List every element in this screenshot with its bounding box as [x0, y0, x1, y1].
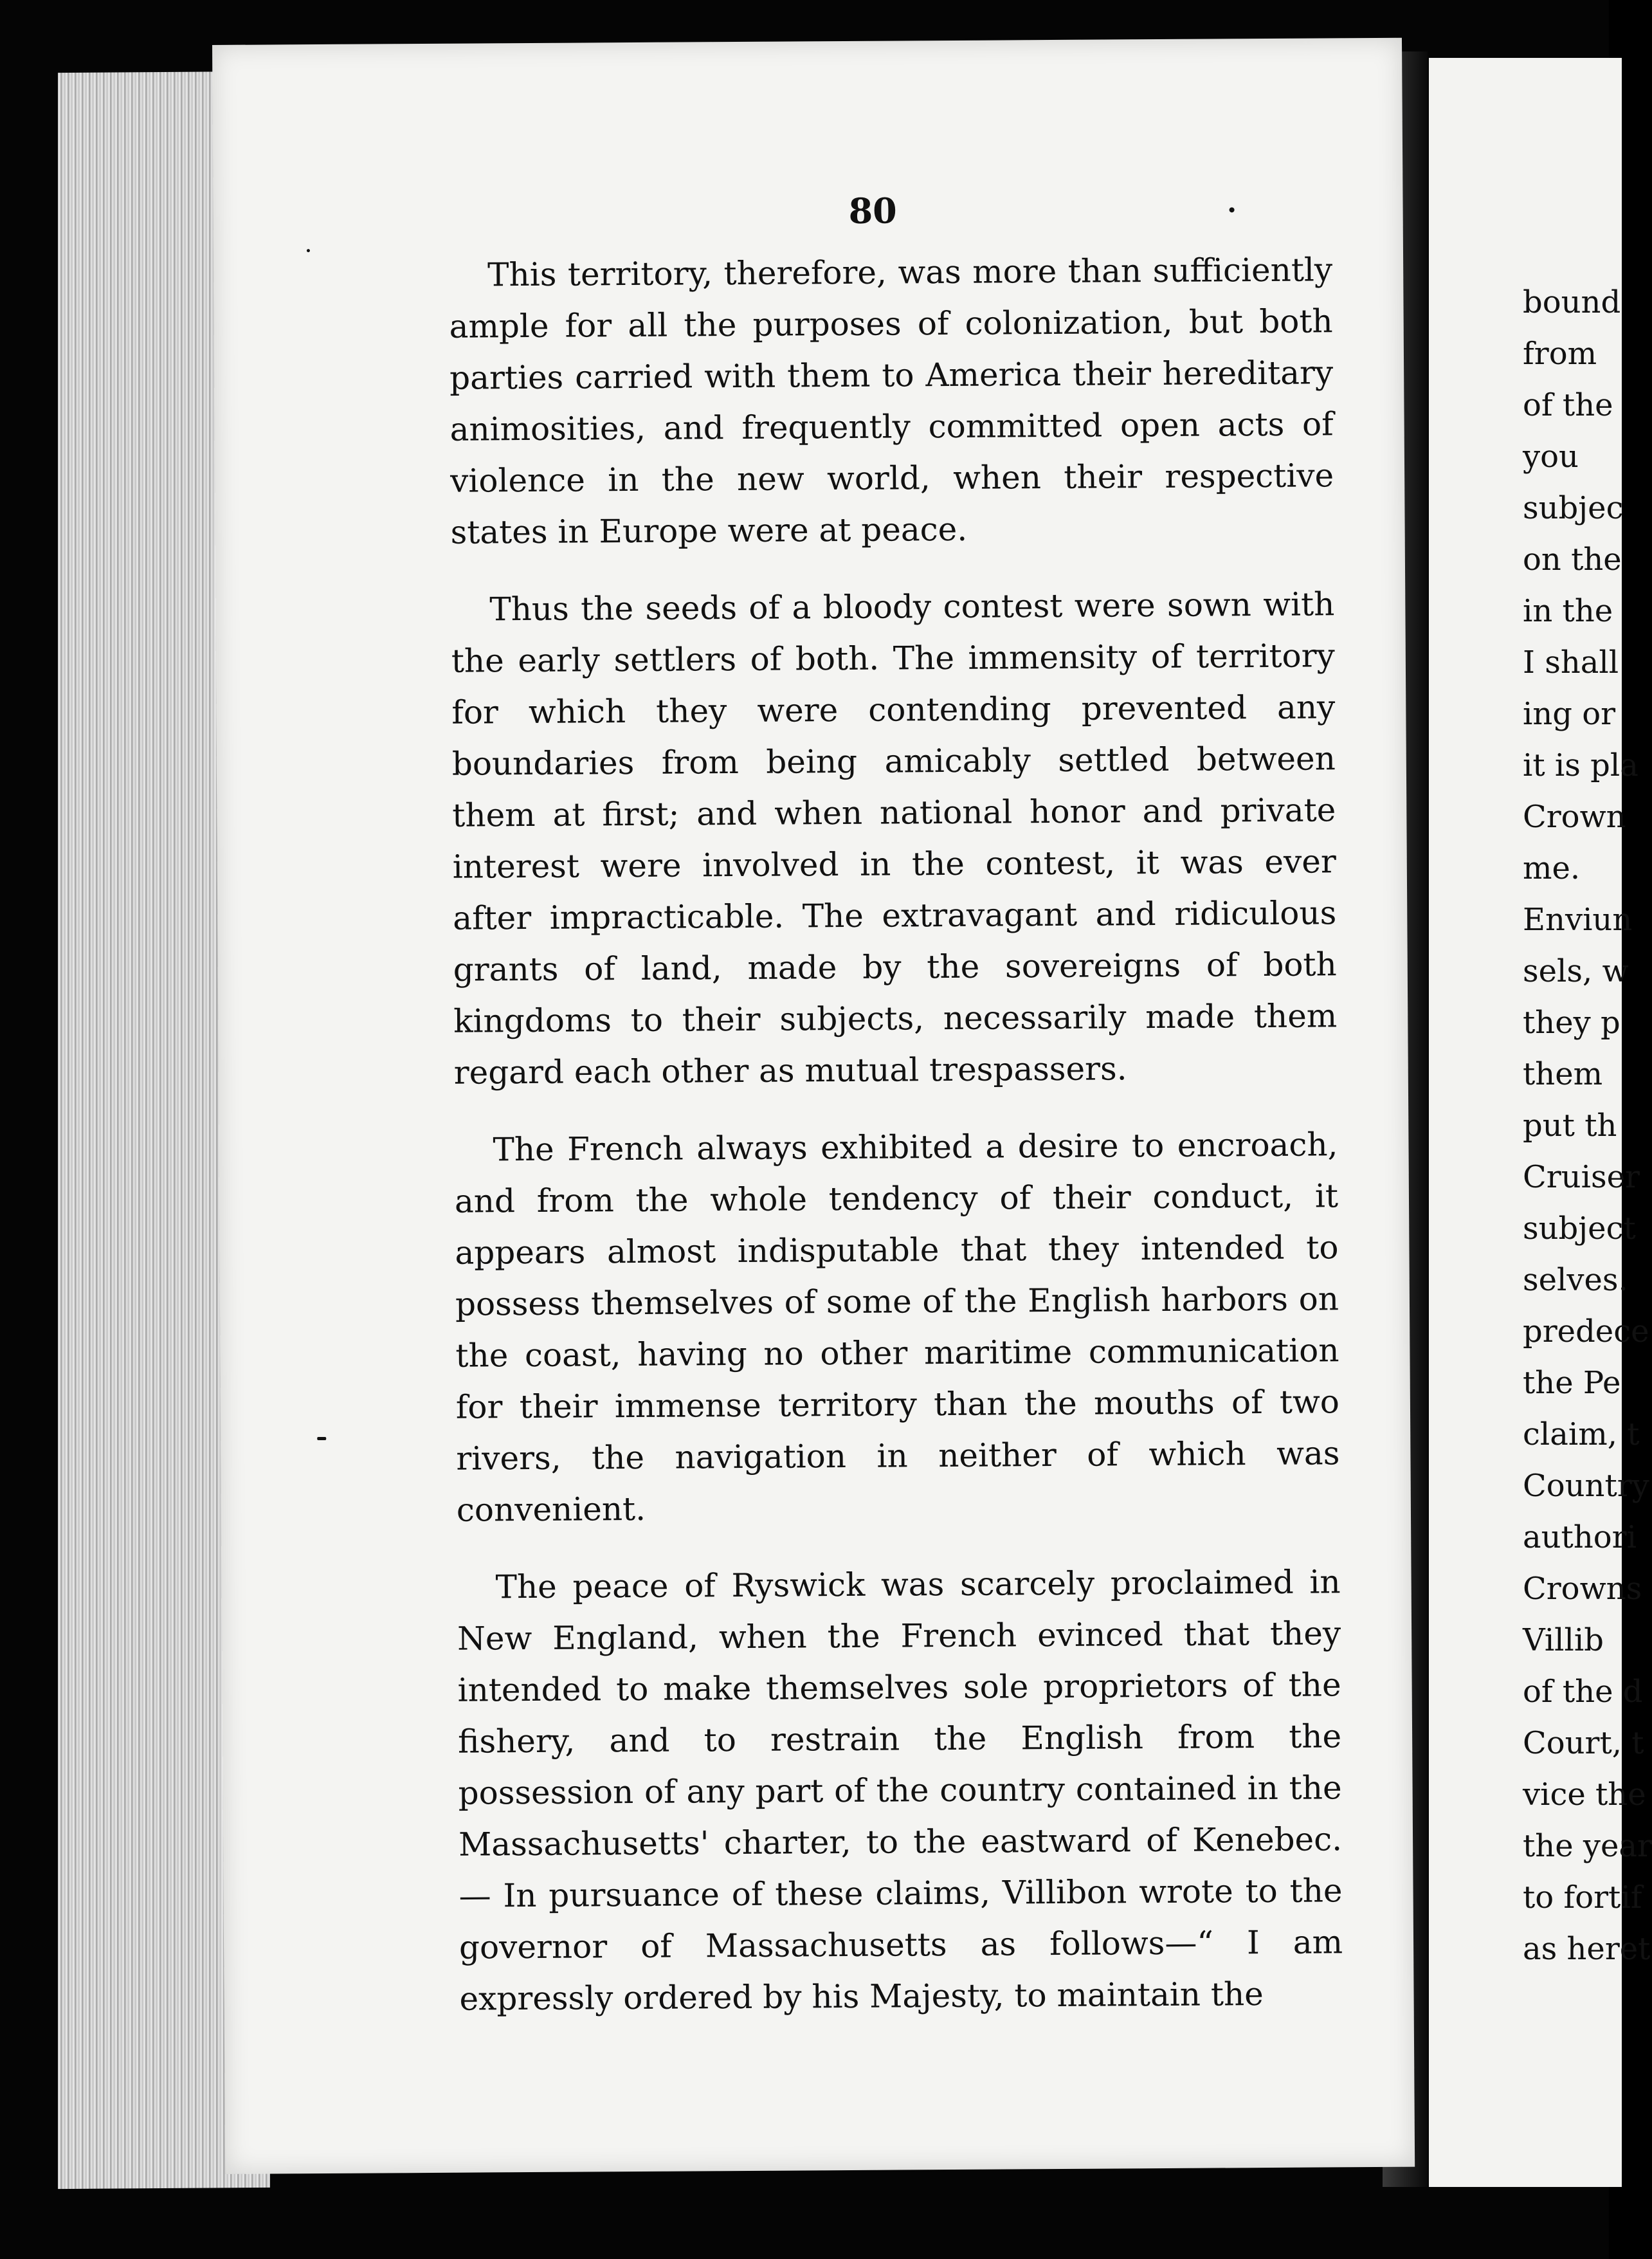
adjacent-page-line: from [1523, 336, 1597, 372]
adjacent-page-line: I shall [1523, 645, 1619, 681]
adjacent-page-line: vice the [1523, 1777, 1646, 1813]
adjacent-page-line: Crown [1523, 799, 1626, 835]
adjacent-page-line: me. [1523, 850, 1581, 886]
adjacent-page-line: to fortif [1523, 1879, 1642, 1916]
ink-speck [1230, 207, 1235, 212]
adjacent-page-text [1523, 277, 1652, 1975]
adjacent-page-line: the Pe [1523, 1365, 1621, 1401]
adjacent-page-line: as heret [1523, 1931, 1651, 1967]
ink-speck [317, 1437, 326, 1440]
adjacent-page-line: them [1523, 1056, 1603, 1092]
adjacent-page-line: Crowns [1523, 1571, 1642, 1607]
paragraph: This territory, therefore, was more than sufficiently ample for all the purposes of colonization, but both parties carried with them to America their hereditary animosities, and frequently committed open acts of violence in the new world, when their respective states in Europe were at peace. [449, 251, 1334, 551]
adjacent-page-line: subjec [1523, 490, 1624, 526]
adjacent-page-line: ing or [1523, 696, 1616, 732]
adjacent-page-line: of the d [1523, 1674, 1643, 1710]
adjacent-page-line: authori [1523, 1519, 1637, 1555]
adjacent-page-line: in the [1523, 593, 1613, 629]
adjacent-page-line: they p [1523, 1005, 1620, 1041]
adjacent-page-line: the year [1523, 1828, 1652, 1864]
adjacent-page-line: of the [1523, 387, 1613, 423]
paragraph: Thus the seeds of a bloody contest were sown with the early settlers of both. The immensity of territory for which they were contending prevented any boundaries from being amicably settled between them at first; and when national honor and private interest were involved in the contest, it was ever after impracticable. The extravagant and ridiculous grants of land, made by the sovereigns of both kingdoms to their subjects, necessarily made them regard each other as mutual trespassers. [451, 585, 1338, 1092]
adjacent-page-line: predece [1523, 1313, 1649, 1349]
book-page [212, 38, 1415, 2174]
adjacent-page-line: bound [1523, 284, 1621, 320]
adjacent-page-line: Villib [1523, 1622, 1604, 1658]
adjacent-page-line: Enviun [1523, 902, 1633, 938]
adjacent-page-line: selves. [1523, 1262, 1628, 1298]
ink-speck [307, 249, 310, 252]
adjacent-page-line: Country [1523, 1468, 1649, 1504]
adjacent-page-line: Cruiser [1523, 1159, 1640, 1195]
body-text [449, 244, 1343, 2024]
paragraph: The peace of Ryswick was scarcely proclaimed in New England, when the French evinced that they intended to make themselves sole proprietors of the fishery, and to restrain the English from the possession of any part of the country contained in the Massachusetts' charter, to the eastward of Kenebec.— In pursuance of these claims, Villibon wrote to the governor of Massachusetts as follows—“ I am expressly ordered by his Majesty, to maintain the [457, 1563, 1343, 2018]
adjacent-page-line: it is pla [1523, 747, 1638, 783]
adjacent-page-line: on the [1523, 542, 1622, 578]
adjacent-page-line: Court, t [1523, 1725, 1644, 1761]
adjacent-page-line: you [1523, 439, 1579, 475]
adjacent-page-line: claim, t [1523, 1416, 1640, 1452]
adjacent-page-line: sels, w [1523, 953, 1629, 989]
page-number: 80 [848, 190, 897, 232]
paragraph: The French always exhibited a desire to encroach, and from the whole tendency of their conduct, it appears almost indisputable that they intended to possess themselves of some of the English harbors on the coast, having no other maritime communication for their immense territory than the mouths of two rivers, the navigation in neither of which was convenient. [454, 1126, 1340, 1529]
adjacent-page-line: subject [1523, 1211, 1636, 1247]
adjacent-page-line: put th [1523, 1108, 1617, 1144]
